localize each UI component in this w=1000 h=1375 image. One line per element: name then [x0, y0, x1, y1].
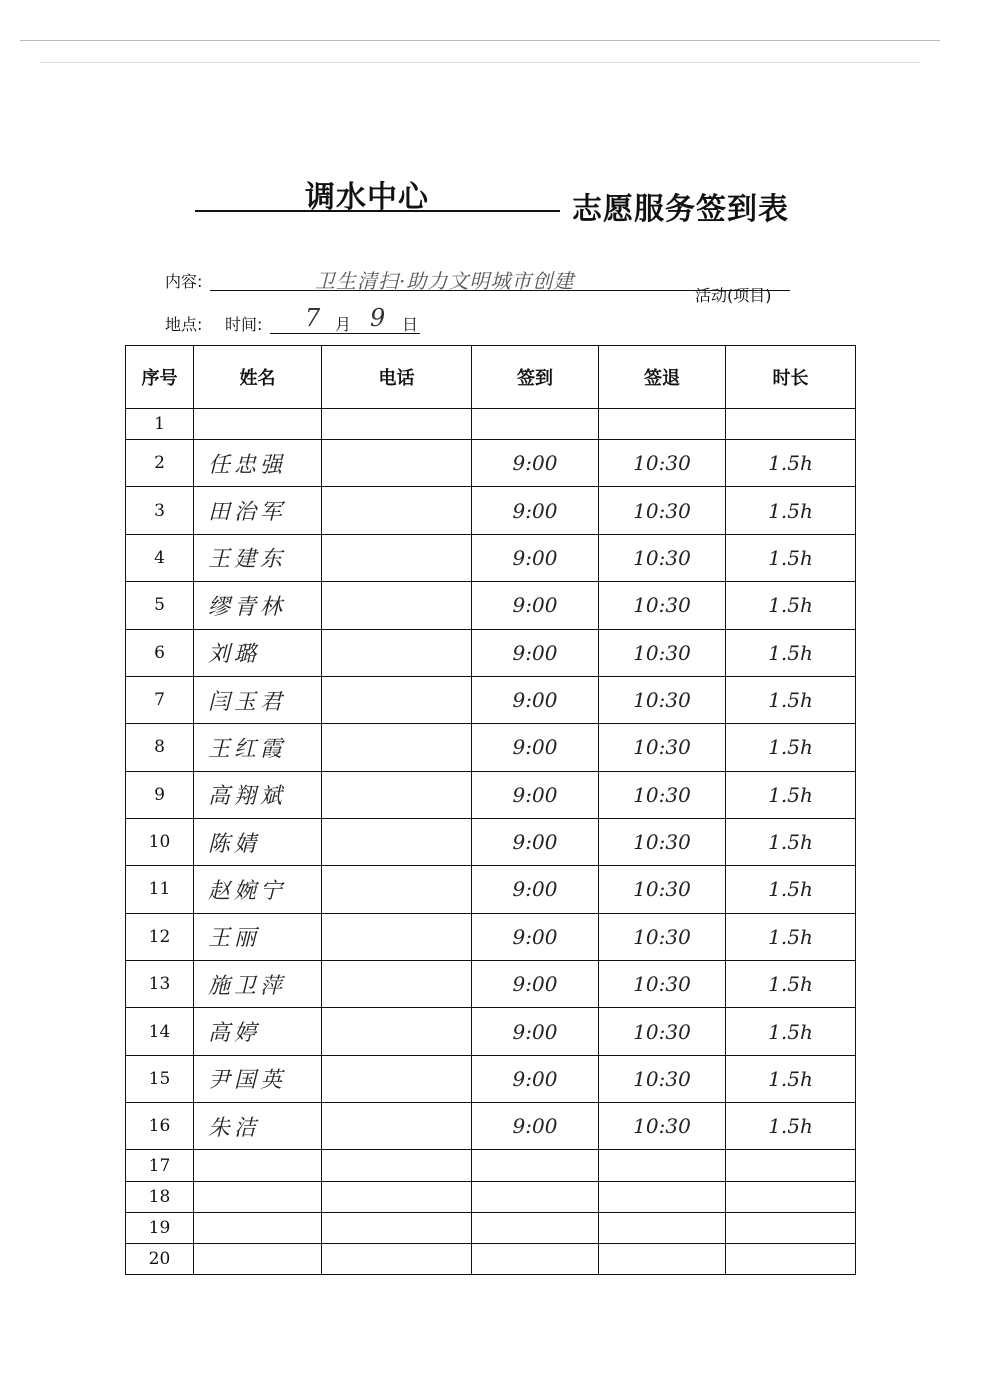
table-row	[126, 771, 856, 818]
signout-time: 10:30	[599, 676, 726, 723]
phone-cell	[322, 818, 472, 865]
signin-time	[472, 1212, 599, 1243]
phone-cell	[322, 1212, 472, 1243]
col-header-name: 姓名	[194, 346, 322, 409]
volunteer-name: 刘璐	[194, 629, 322, 676]
volunteer-name: 缪青林	[194, 582, 322, 629]
signin-time: 9:00	[472, 724, 599, 771]
signout-time: 10:30	[599, 582, 726, 629]
phone-cell	[322, 1150, 472, 1181]
signin-grid	[125, 345, 856, 1275]
signin-time: 9:00	[472, 676, 599, 723]
signin-time: 9:00	[472, 440, 599, 487]
row-number: 20	[126, 1243, 194, 1274]
row-number: 4	[126, 534, 194, 581]
table-row	[126, 1150, 856, 1181]
table-row	[126, 866, 856, 913]
signout-time: 10:30	[599, 1103, 726, 1150]
place-time-line	[165, 304, 465, 344]
row-number: 12	[126, 913, 194, 960]
signin-time: 9:00	[472, 1008, 599, 1055]
row-number: 7	[126, 676, 194, 723]
table-row	[126, 582, 856, 629]
row-number: 15	[126, 1055, 194, 1102]
form-title-text: 志愿服务签到表	[572, 192, 789, 227]
table-row	[126, 818, 856, 865]
phone-cell	[322, 676, 472, 723]
signin-time: 9:00	[472, 534, 599, 581]
phone-cell	[322, 629, 472, 676]
duration-value: 1.5h	[726, 487, 856, 534]
volunteer-name: 施卫萍	[194, 961, 322, 1008]
duration-value: 1.5h	[726, 724, 856, 771]
volunteer-name: 高婷	[194, 1008, 322, 1055]
row-number: 14	[126, 1008, 194, 1055]
phone-cell	[322, 1008, 472, 1055]
volunteer-name	[194, 409, 322, 440]
phone-cell	[322, 1181, 472, 1212]
table-row	[126, 629, 856, 676]
signout-time	[599, 409, 726, 440]
signin-time: 9:00	[472, 487, 599, 534]
table-row	[126, 676, 856, 723]
col-header-no: 序号	[126, 346, 194, 409]
scan-top-border-faint	[40, 62, 920, 63]
duration-value: 1.5h	[726, 1008, 856, 1055]
signout-time: 10:30	[599, 913, 726, 960]
signin-table	[125, 345, 855, 1275]
phone-cell	[322, 771, 472, 818]
volunteer-name: 赵婉宁	[194, 866, 322, 913]
phone-cell	[322, 1243, 472, 1274]
day-label: 日	[402, 315, 419, 334]
table-row	[126, 487, 856, 534]
signout-time	[599, 1181, 726, 1212]
row-number: 16	[126, 1103, 194, 1150]
phone-cell	[322, 961, 472, 1008]
table-row	[126, 913, 856, 960]
duration-value: 1.5h	[726, 629, 856, 676]
time-label: 时间:	[225, 315, 263, 334]
signout-time: 10:30	[599, 818, 726, 865]
month-value: 7	[305, 304, 321, 332]
row-number: 3	[126, 487, 194, 534]
duration-value: 1.5h	[726, 818, 856, 865]
volunteer-name: 陈婧	[194, 818, 322, 865]
signin-time	[472, 1243, 599, 1274]
volunteer-name: 朱洁	[194, 1103, 322, 1150]
table-row	[126, 1055, 856, 1102]
row-number: 2	[126, 440, 194, 487]
duration-value: 1.5h	[726, 1055, 856, 1102]
volunteer-name: 任忠强	[194, 440, 322, 487]
duration-value: 1.5h	[726, 961, 856, 1008]
org-name: 调水中心	[305, 180, 429, 215]
phone-cell	[322, 487, 472, 534]
phone-cell	[322, 913, 472, 960]
volunteer-name	[194, 1150, 322, 1181]
phone-cell	[322, 440, 472, 487]
signin-time: 9:00	[472, 961, 599, 1008]
table-row	[126, 1181, 856, 1212]
volunteer-name: 闫玉君	[194, 676, 322, 723]
volunteer-name: 高翔斌	[194, 771, 322, 818]
duration-value	[726, 1243, 856, 1274]
duration-value: 1.5h	[726, 866, 856, 913]
table-row	[126, 961, 856, 1008]
row-number: 17	[126, 1150, 194, 1181]
col-header-duration: 时长	[726, 346, 856, 409]
signin-time: 9:00	[472, 866, 599, 913]
table-row	[126, 1103, 856, 1150]
volunteer-name: 尹国英	[194, 1055, 322, 1102]
row-number: 1	[126, 409, 194, 440]
content-value: 卫生清扫·助力文明城市创建	[315, 269, 575, 293]
phone-cell	[322, 534, 472, 581]
col-header-signin: 签到	[472, 346, 599, 409]
row-number: 11	[126, 866, 194, 913]
header-row	[126, 346, 856, 409]
place-label: 地点:	[165, 315, 203, 334]
volunteer-name: 王红霞	[194, 724, 322, 771]
row-number: 5	[126, 582, 194, 629]
day-value: 9	[370, 304, 386, 332]
duration-value	[726, 1150, 856, 1181]
col-header-phone: 电话	[322, 346, 472, 409]
signout-time	[599, 1150, 726, 1181]
duration-value: 1.5h	[726, 1103, 856, 1150]
signin-time	[472, 1181, 599, 1212]
duration-value: 1.5h	[726, 676, 856, 723]
col-header-signout: 签退	[599, 346, 726, 409]
row-number: 10	[126, 818, 194, 865]
activity-label: 活动(项目)	[695, 286, 772, 305]
volunteer-name: 王丽	[194, 913, 322, 960]
month-label: 月	[335, 315, 352, 334]
content-line	[165, 265, 805, 305]
signin-time: 9:00	[472, 1103, 599, 1150]
duration-value: 1.5h	[726, 440, 856, 487]
signin-time	[472, 409, 599, 440]
duration-value: 1.5h	[726, 582, 856, 629]
volunteer-name	[194, 1181, 322, 1212]
phone-cell	[322, 582, 472, 629]
table-row	[126, 1212, 856, 1243]
volunteer-name	[194, 1243, 322, 1274]
table-row	[126, 1243, 856, 1274]
signout-time: 10:30	[599, 487, 726, 534]
row-number: 9	[126, 771, 194, 818]
duration-value: 1.5h	[726, 534, 856, 581]
signout-time: 10:30	[599, 724, 726, 771]
table-row	[126, 534, 856, 581]
phone-cell	[322, 1103, 472, 1150]
phone-cell	[322, 724, 472, 771]
row-number: 18	[126, 1181, 194, 1212]
signout-time: 10:30	[599, 866, 726, 913]
phone-cell	[322, 409, 472, 440]
signout-time: 10:30	[599, 771, 726, 818]
row-number: 13	[126, 961, 194, 1008]
signin-time: 9:00	[472, 913, 599, 960]
scan-top-border	[20, 40, 940, 41]
signin-time: 9:00	[472, 1055, 599, 1102]
signout-time: 10:30	[599, 961, 726, 1008]
signin-time: 9:00	[472, 818, 599, 865]
row-number: 6	[126, 629, 194, 676]
duration-value: 1.5h	[726, 913, 856, 960]
form-title	[190, 170, 850, 230]
table-row	[126, 724, 856, 771]
content-label: 内容:	[165, 272, 203, 291]
signout-time	[599, 1243, 726, 1274]
duration-value	[726, 1212, 856, 1243]
table-row	[126, 440, 856, 487]
signin-time	[472, 1150, 599, 1181]
table-row	[126, 409, 856, 440]
duration-value	[726, 1181, 856, 1212]
signout-time: 10:30	[599, 1008, 726, 1055]
duration-value	[726, 409, 856, 440]
row-number: 19	[126, 1212, 194, 1243]
signout-time: 10:30	[599, 629, 726, 676]
table-row	[126, 1008, 856, 1055]
phone-cell	[322, 866, 472, 913]
signout-time	[599, 1212, 726, 1243]
signin-time: 9:00	[472, 771, 599, 818]
row-number: 8	[126, 724, 194, 771]
volunteer-name: 田治军	[194, 487, 322, 534]
volunteer-name: 王建东	[194, 534, 322, 581]
signout-time: 10:30	[599, 534, 726, 581]
duration-value: 1.5h	[726, 771, 856, 818]
signin-time: 9:00	[472, 629, 599, 676]
signin-time: 9:00	[472, 582, 599, 629]
phone-cell	[322, 1055, 472, 1102]
volunteer-name	[194, 1212, 322, 1243]
signout-time: 10:30	[599, 440, 726, 487]
signout-time: 10:30	[599, 1055, 726, 1102]
